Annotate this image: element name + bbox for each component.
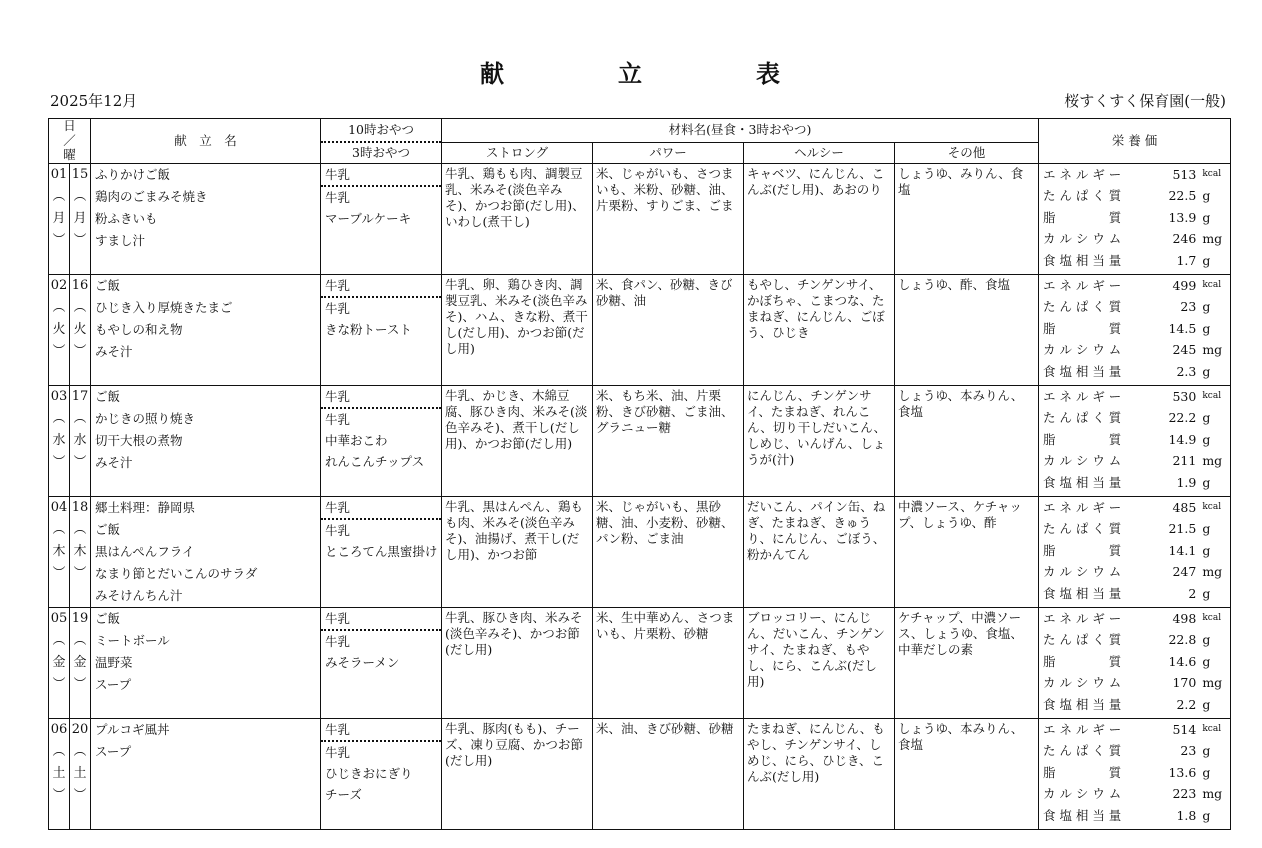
nutrient-value: 22.8 (1168, 632, 1197, 648)
nutrient-label: 脂 質 (1043, 653, 1122, 669)
nutrient-value: 14.9 (1168, 431, 1197, 447)
nutrition-cell (1039, 497, 1231, 608)
nutrient-value: 22.5 (1168, 188, 1197, 204)
dish-cell (91, 386, 321, 497)
nutrient-value: 246 (1172, 231, 1197, 247)
nutrient-unit: g (1202, 653, 1211, 669)
nutrient-unit: kcal (1202, 723, 1222, 734)
dish-name: みそ汁 (95, 344, 133, 359)
strong-ingredients: 牛乳、かじき、木綿豆腐、豚ひき肉、米みそ(淡色辛みそ)、煮干し(だし用)、かつお節(だし用) (442, 386, 593, 497)
nutrient-value: 2.3 (1176, 363, 1197, 379)
nutrient-value: 223 (1172, 786, 1197, 802)
nutrient-label: カ ル シ ウ ム (1043, 231, 1122, 247)
dish-cell (91, 719, 321, 830)
title-char: 表 (756, 59, 782, 88)
date-cell: 06 ︵ 土 ︶ (49, 719, 70, 830)
healthy-header: ヘルシー (744, 142, 895, 163)
nutrient-value: 14.6 (1168, 653, 1197, 669)
nutrient-unit: g (1202, 542, 1211, 558)
nutrient-label: 脂 質 (1043, 542, 1122, 558)
nutrient-label: 食 塩 相 当 量 (1043, 252, 1122, 268)
dish-name: もやしの和え物 (95, 322, 183, 337)
strong-ingredients: 牛乳、豚ひき肉、米みそ(淡色辛みそ)、かつお節(だし用) (442, 608, 593, 719)
date-cell: 16 ︵ 火 ︶ (70, 275, 91, 386)
nutrient-value: 1.9 (1176, 474, 1197, 490)
power-ingredients: 米、生中華めん、さつまいも、片栗粉、砂糖 (593, 608, 744, 719)
nutrient-unit: mg (1202, 342, 1223, 358)
nutrient-label: カ ル シ ウ ム (1043, 786, 1122, 802)
nutrient-label: 食 塩 相 当 量 (1043, 585, 1122, 601)
dish-name: 粉ふきいも (95, 211, 158, 226)
dish-name: ご飯 (95, 389, 121, 404)
nutrient-value: 530 (1172, 388, 1197, 404)
healthy-ingredients: にんじん、チンゲンサイ、たまねぎ、れんこん、切り干しだいこん、しめじ、いんげん、しょうが(汁) (744, 386, 895, 497)
date-cell: 03 ︵ 水 ︶ (49, 386, 70, 497)
nutrient-label: エ ネ ル ギ ー (1043, 166, 1122, 182)
dish-name: ふりかけご飯 (95, 167, 171, 182)
table-row (49, 275, 1231, 386)
nutrient-label: エ ネ ル ギ ー (1043, 610, 1122, 626)
nutrient-unit: g (1202, 252, 1211, 268)
nutrient-value: 22.2 (1168, 410, 1197, 426)
title-char: 献 (480, 59, 506, 88)
nutrient-unit: g (1202, 431, 1211, 447)
nutrient-label: 食 塩 相 当 量 (1043, 363, 1122, 379)
nutrient-value: 2 (1188, 585, 1197, 601)
table-row (49, 719, 1231, 830)
dish-name: すまし汁 (95, 233, 146, 248)
nutrient-unit: g (1202, 807, 1211, 823)
dish-cell (91, 497, 321, 608)
healthy-ingredients: だいこん、パイン缶、ねぎ、たまねぎ、きゅうり、にんじん、ごぼう、粉かんてん (744, 497, 895, 608)
nutrient-unit: g (1202, 363, 1211, 379)
date-cell: 05 ︵ 金 ︶ (49, 608, 70, 719)
nutrition-cell (1039, 386, 1231, 497)
nutrient-unit: mg (1202, 453, 1223, 469)
dish-name: みそけんちん汁 (95, 588, 183, 603)
nutrient-label: た ん ぱ く 質 (1043, 299, 1122, 315)
other-ingredients: しょうゆ、本みりん、食塩 (895, 719, 1039, 830)
other-header: その他 (895, 142, 1039, 163)
healthy-ingredients: ブロッコリー、にんじん、だいこん、チンゲンサイ、たまねぎ、もやし、にら、こんぶ(だし用) (744, 608, 895, 719)
nutrient-unit: kcal (1202, 612, 1222, 623)
nutrient-label: カ ル シ ウ ム (1043, 564, 1122, 580)
power-ingredients: 米、じゃがいも、黒砂糖、油、小麦粉、砂糖、パン粉、ごま油 (593, 497, 744, 608)
nutrient-label: た ん ぱ く 質 (1043, 632, 1122, 648)
date-cell: 15 ︵ 月 ︶ (70, 164, 91, 275)
nutrient-value: 170 (1172, 675, 1197, 691)
date-cell: 02 ︵ 火 ︶ (49, 275, 70, 386)
nutrient-unit: mg (1202, 564, 1223, 580)
ingredients-header: 材料名(昼食・3時おやつ) (442, 119, 1039, 143)
title-char: 立 (618, 59, 644, 88)
other-ingredients: 中濃ソース、ケチャップ、しょうゆ、酢 (895, 497, 1039, 608)
other-ingredients: しょうゆ、本みりん、食塩 (895, 386, 1039, 497)
dish-name: ご飯 (95, 611, 121, 626)
page-title (0, 54, 1262, 89)
date-cell: 17 ︵ 水 ︶ (70, 386, 91, 497)
nutrient-label: た ん ぱ く 質 (1043, 521, 1122, 537)
power-header: パワー (593, 142, 744, 163)
dish-name: なまり節とだいこんのサラダ (95, 566, 258, 581)
power-ingredients: 米、もち米、油、片栗粉、きび砂糖、ごま油、グラニュー糖 (593, 386, 744, 497)
special-note: 郷土料理：静岡県 (95, 497, 209, 519)
nutrient-label: カ ル シ ウ ム (1043, 453, 1122, 469)
nutrient-label: 脂 質 (1043, 209, 1122, 225)
nutrient-unit: kcal (1202, 168, 1222, 179)
dish-name: 鶏肉のごまみそ焼き (95, 189, 208, 204)
month-label: 2025年12月 (50, 92, 138, 110)
dish-name: プルコギ風丼 (95, 722, 170, 737)
healthy-ingredients: キャベツ、にんじん、こんぶ(だし用)、あおのり (744, 164, 895, 275)
nutrient-label: 脂 質 (1043, 764, 1122, 780)
nutrient-label: 食 塩 相 当 量 (1043, 696, 1122, 712)
nutrient-value: 247 (1172, 564, 1197, 580)
nutrient-value: 514 (1172, 721, 1197, 737)
strong-ingredients: 牛乳、鶏もも肉、調製豆乳、米みそ(淡色辛みそ)、かつお節(だし用)、いわし(煮干し) (442, 164, 593, 275)
nutrient-value: 13.6 (1168, 764, 1197, 780)
power-ingredients: 米、食パン、砂糖、きび砂糖、油 (593, 275, 744, 386)
nutrient-value: 14.1 (1168, 542, 1197, 558)
school-name: 桜すくすく保育園(一般) (1064, 92, 1226, 110)
power-ingredients: 米、油、きび砂糖、砂糖 (593, 719, 744, 830)
dish-name: ミートボール (95, 633, 170, 648)
snack-cell: 牛乳 牛乳 中華おこわ れんこんチップス (321, 386, 442, 497)
nutrient-label: エ ネ ル ギ ー (1043, 499, 1122, 515)
nutrient-unit: g (1202, 764, 1211, 780)
nutrient-unit: mg (1202, 231, 1223, 247)
nutrient-unit: kcal (1202, 501, 1222, 512)
nutrient-value: 1.8 (1176, 807, 1197, 823)
day-header: 日 ／ 曜 (49, 119, 91, 164)
snack-cell: 牛乳 牛乳 ひじきおにぎり チーズ (321, 719, 442, 830)
dish-cell (91, 275, 321, 386)
dish-name: 切干大根の煮物 (95, 433, 183, 448)
strong-ingredients: 牛乳、黒はんぺん、鶏もも肉、米みそ(淡色辛みそ)、油揚げ、煮干し(だし用)、かつお節 (442, 497, 593, 608)
strong-header: ストロング (442, 142, 593, 163)
date-cell: 18 ︵ 木 ︶ (70, 497, 91, 608)
nutrient-label: エ ネ ル ギ ー (1043, 277, 1122, 293)
strong-ingredients: 牛乳、卵、鶏ひき肉、調製豆乳、米みそ(淡色辛みそ)、ハム、きな粉、煮干し(だし用)、かつお節(だし用) (442, 275, 593, 386)
nutrient-value: 21.5 (1168, 521, 1197, 537)
nutrient-label: 食 塩 相 当 量 (1043, 807, 1122, 823)
nutrient-value: 245 (1172, 342, 1197, 358)
nutrient-label: た ん ぱ く 質 (1043, 188, 1122, 204)
nutrient-unit: g (1202, 410, 1211, 426)
nutrient-unit: g (1202, 188, 1211, 204)
dish-cell (91, 608, 321, 719)
snack-cell: 牛乳 牛乳 きな粉トースト (321, 275, 442, 386)
nutrient-label: 脂 質 (1043, 320, 1122, 336)
dish-name: みそ汁 (95, 455, 133, 470)
table-row (49, 497, 1231, 608)
nutrient-unit: kcal (1202, 279, 1222, 290)
dish-name: スープ (95, 744, 132, 759)
nutrient-unit: g (1202, 474, 1211, 490)
other-ingredients: ケチャップ、中濃ソース、しょうゆ、食塩、中華だしの素 (895, 608, 1039, 719)
nutrient-value: 513 (1172, 166, 1197, 182)
snack-cell: 牛乳 牛乳 ところてん黒蜜掛け (321, 497, 442, 608)
nutrient-value: 498 (1172, 610, 1197, 626)
nutrient-value: 23 (1180, 743, 1197, 759)
table-row (49, 608, 1231, 719)
nutrition-cell (1039, 164, 1231, 275)
dish-name: スープ (95, 677, 132, 692)
nutrient-value: 499 (1172, 277, 1197, 293)
nutrient-unit: g (1202, 743, 1211, 759)
nutrient-unit: g (1202, 696, 1211, 712)
nutrient-unit: kcal (1202, 390, 1222, 401)
dish-cell (91, 164, 321, 275)
nutrient-unit: g (1202, 209, 1211, 225)
dish-name: ひじき入り厚焼きたまご (95, 300, 233, 315)
snack-cell: 牛乳 牛乳 みそラーメン (321, 608, 442, 719)
nutrient-unit: g (1202, 299, 1211, 315)
nutrient-label: エ ネ ル ギ ー (1043, 721, 1122, 737)
nutrient-label: た ん ぱ く 質 (1043, 743, 1122, 759)
nutrient-label: カ ル シ ウ ム (1043, 342, 1122, 358)
healthy-ingredients: たまねぎ、にんじん、もやし、チンゲンサイ、しめじ、にら、ひじき、こんぶ(だし用) (744, 719, 895, 830)
nutrition-cell (1039, 608, 1231, 719)
nutrient-label: た ん ぱ く 質 (1043, 410, 1122, 426)
other-ingredients: しょうゆ、みりん、食塩 (895, 164, 1039, 275)
date-cell: 20 ︵ 土 ︶ (70, 719, 91, 830)
date-cell: 01 ︵ 月 ︶ (49, 164, 70, 275)
nutrient-value: 211 (1172, 453, 1197, 469)
nutrient-unit: g (1202, 521, 1211, 537)
menu-name-header: 献 立 名 (91, 119, 321, 164)
nutrient-unit: mg (1202, 675, 1223, 691)
nutrition-cell (1039, 719, 1231, 830)
nutrient-value: 23 (1180, 299, 1197, 315)
dish-name: ご飯 (95, 278, 121, 293)
date-cell: 19 ︵ 金 ︶ (70, 608, 91, 719)
nutrient-label: 脂 質 (1043, 431, 1122, 447)
other-ingredients: しょうゆ、酢、食塩 (895, 275, 1039, 386)
nutrient-label: エ ネ ル ギ ー (1043, 388, 1122, 404)
nutrient-label: カ ル シ ウ ム (1043, 675, 1122, 691)
dish-name: ご飯 (95, 522, 121, 537)
nutrition-cell (1039, 275, 1231, 386)
nutrient-value: 14.5 (1168, 320, 1197, 336)
nutrient-unit: g (1202, 632, 1211, 648)
nutrient-value: 1.7 (1176, 252, 1197, 268)
dish-name: かじきの照り焼き (95, 411, 196, 426)
strong-ingredients: 牛乳、豚肉(もも)、チーズ、凍り豆腐、かつお節(だし用) (442, 719, 593, 830)
power-ingredients: 米、じゃがいも、さつまいも、米粉、砂糖、油、片栗粉、すりごま、ごま (593, 164, 744, 275)
healthy-ingredients: もやし、チンゲンサイ、かぼちゃ、こまつな、たまねぎ、にんじん、ごぼう、ひじき (744, 275, 895, 386)
snack-cell: 牛乳 牛乳 マーブルケーキ (321, 164, 442, 275)
nutrient-value: 2.2 (1176, 696, 1197, 712)
date-cell: 04 ︵ 木 ︶ (49, 497, 70, 608)
dish-name: 温野菜 (95, 655, 133, 670)
nutrient-value: 13.9 (1168, 209, 1197, 225)
nutrient-value: 485 (1172, 499, 1197, 515)
nutrient-unit: mg (1202, 786, 1223, 802)
nutrition-header: 栄 養 価 (1039, 119, 1231, 164)
nutrient-unit: g (1202, 320, 1211, 336)
nutrient-unit: g (1202, 585, 1211, 601)
menu-table (48, 118, 1231, 830)
snack-header: 10時おやつ 3時おやつ (321, 119, 442, 164)
dish-name: 黒はんぺんフライ (95, 544, 195, 559)
table-row (49, 164, 1231, 275)
table-row (49, 386, 1231, 497)
nutrient-label: 食 塩 相 当 量 (1043, 474, 1122, 490)
